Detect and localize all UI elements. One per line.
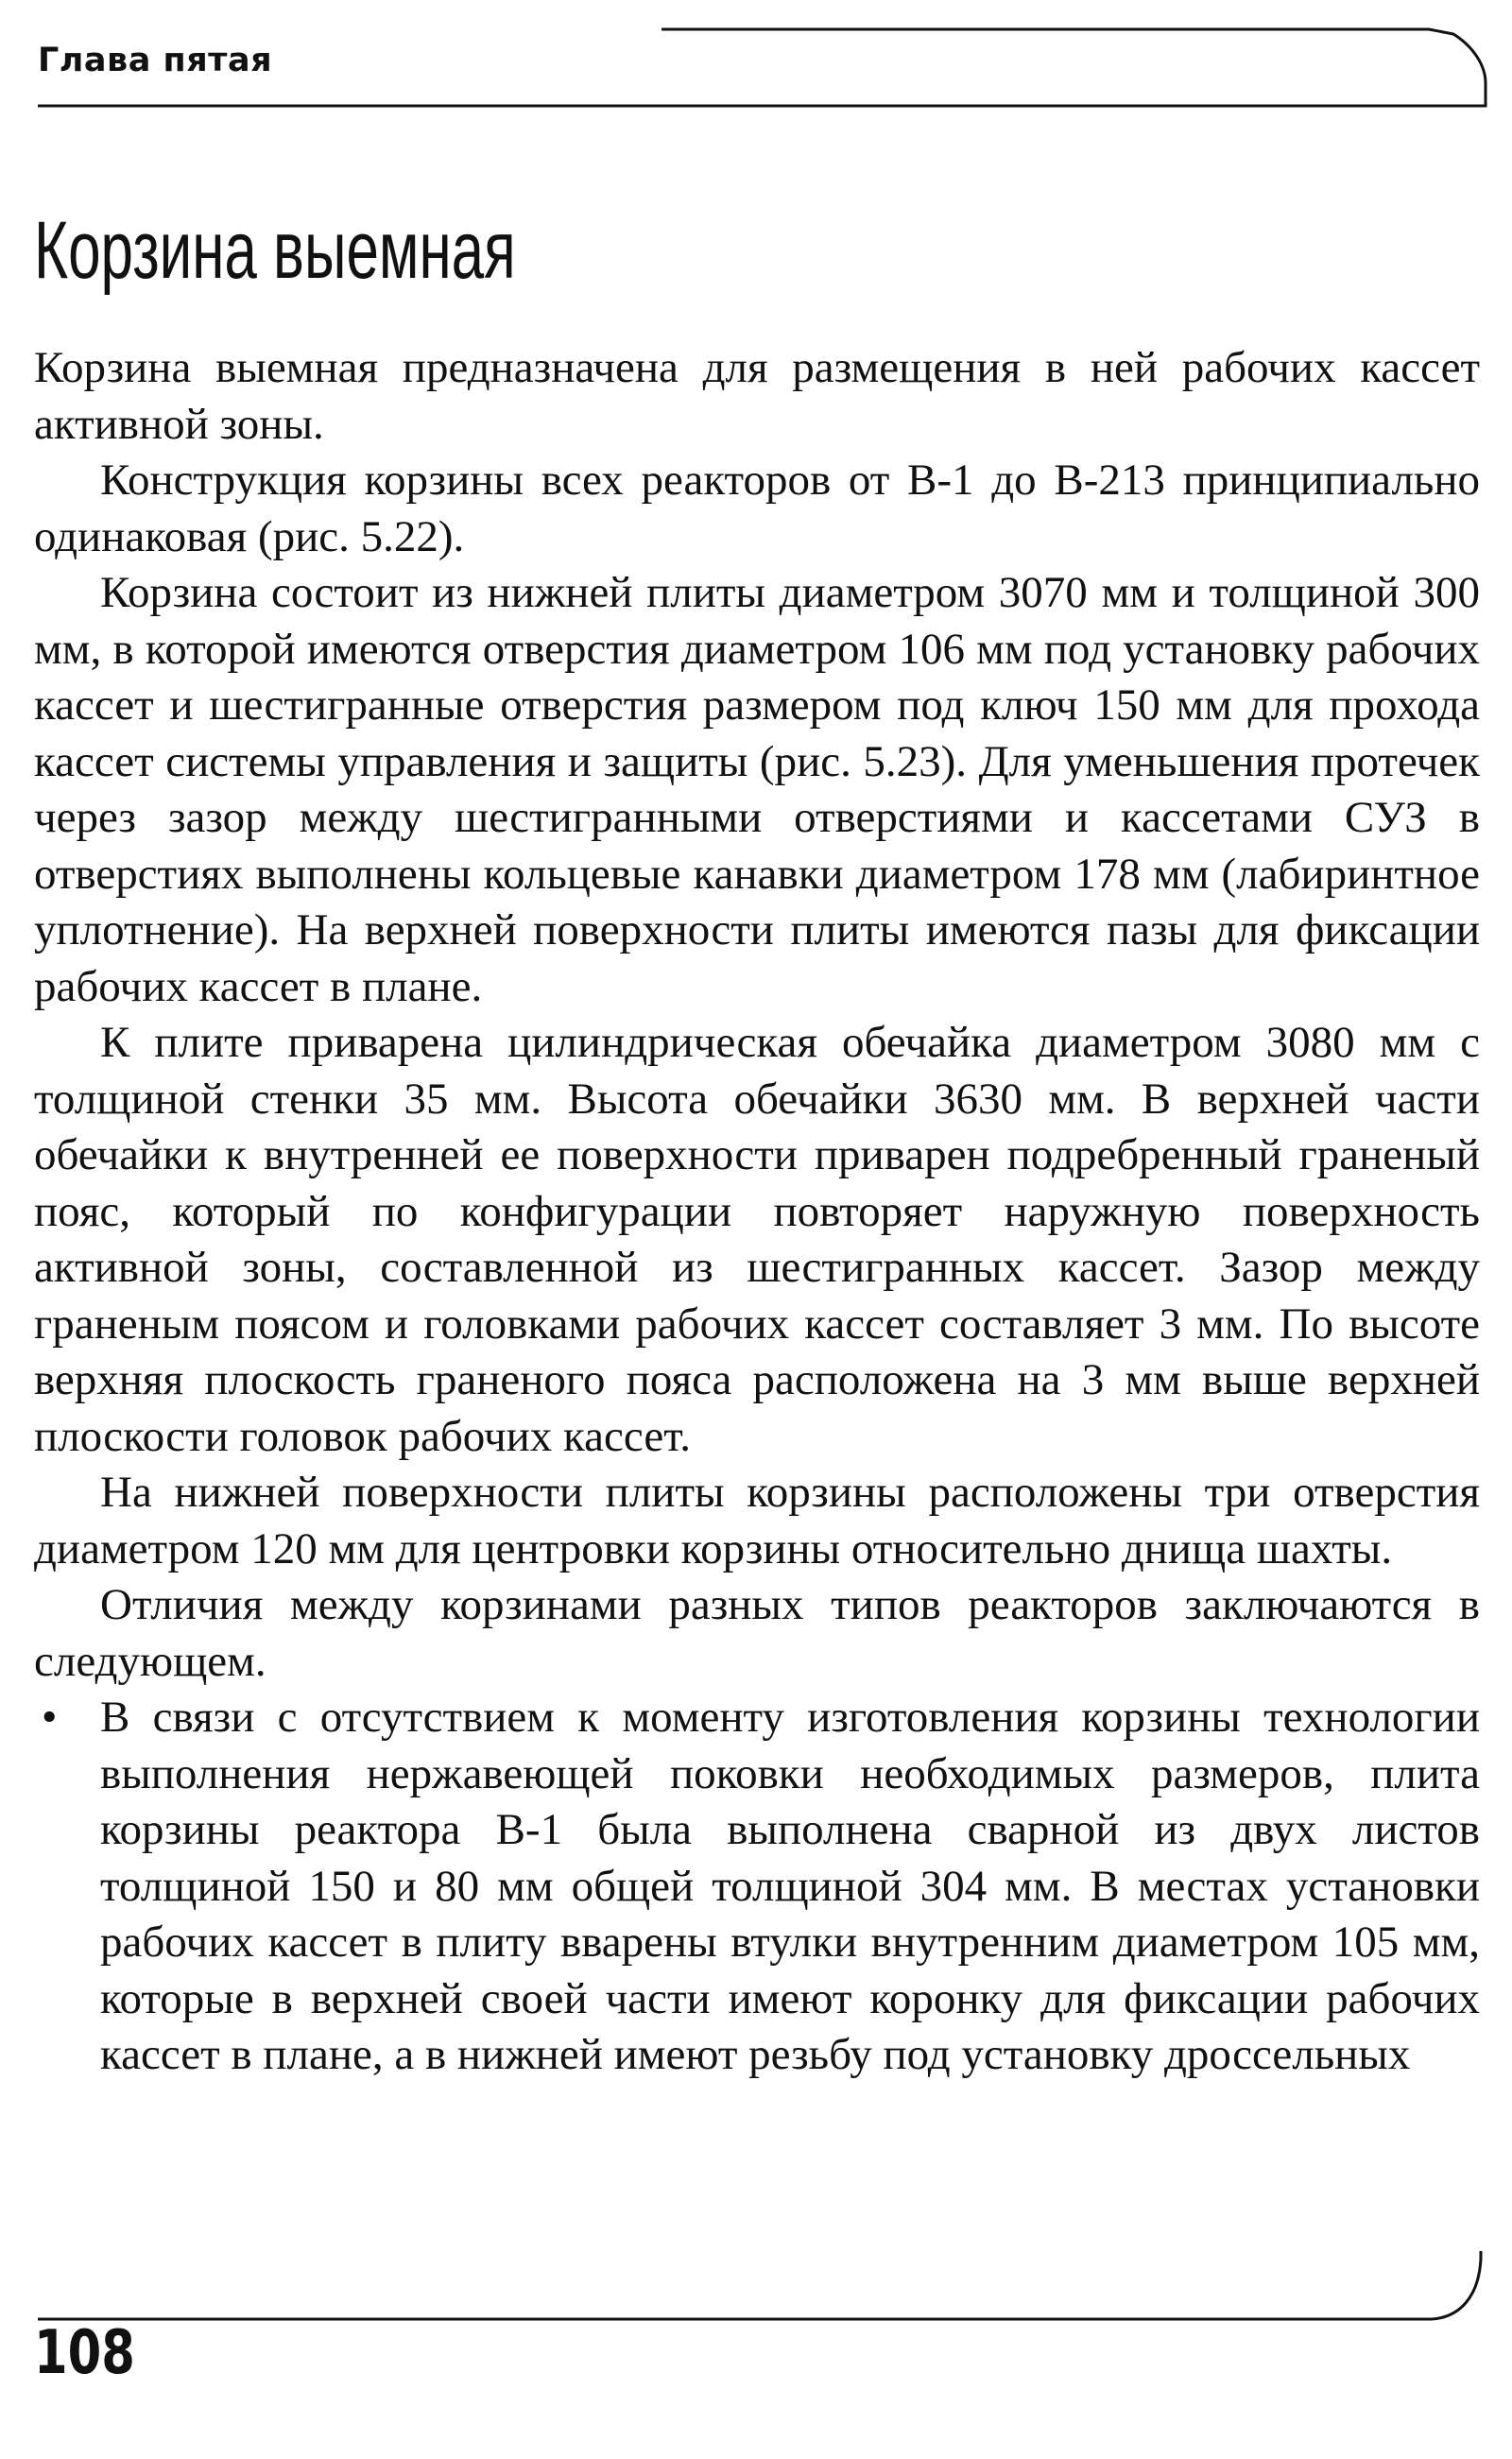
footer-rule [0, 2249, 1512, 2325]
paragraph: Корзина выемная предназначена для размещения в ней рабочих кассет активной зоны. [34, 343, 1480, 449]
bullet-text: В связи с отсутствием к моменту изготовления корзины технологии выполнения нержавеющей поковки необходимых размеров, плита корзины реактора В-1 была выполнена сварной из двух листов толщиной 150 и 80 мм общей толщиной 304 мм. В местах установки рабочих кассет в плиту вварены втулки внутренним диаметром 105 мм, которые в верхней своей части имеют коронку для фиксации рабочих кассет в плане, а в нижней имеют резьбу под установку дроссельных [100, 1693, 1480, 2079]
bullet-list-item [34, 1690, 1480, 2084]
paragraph: К плите приварена цилиндрическая обечайка диаметром 3080 мм с толщиной стенки 35 мм. Высота обечайки 3630 мм. В верхней части обечайки к внутренней ее поверхности приварен подребренный граненый пояс, который по конфигурации повторяет наружную поверхность активной зоны, составленной из шестигранных кассет. Зазор между граненым поясом и головками рабочих кассет составляет 3 мм. По высоте верхняя плоскость граненого пояса расположена на 3 мм выше верхней плоскости головок рабочих кассет. [34, 1018, 1480, 1461]
paragraph: На нижней поверхности плиты корзины расположены три отверстия диаметром 120 мм для центровки корзины относительно днища шахты. [34, 1468, 1480, 1573]
section-title: Корзина выемная [34, 205, 516, 296]
paragraph: Конструкция корзины всех реакторов от В-1 до В-213 принципиально одинаковая (рис. 5.22). [34, 456, 1480, 561]
running-header-chapter: Глава пятая [38, 42, 273, 79]
bullet-mark: • [42, 1693, 58, 1742]
body-text [34, 340, 1480, 2084]
paragraph: Отличия между корзинами разных типов реакторов заключаются в следующем. [34, 1580, 1480, 1686]
paragraph: Корзина состоит из нижней плиты диаметром 3070 мм и толщиной 300 мм, в которой имеются отверстия диаметром 106 мм под установку рабочих кассет и шестигранные отверстия размером под ключ 150 мм для прохода кассет системы управления и защиты (рис. 5.23). Для уменьшения протечек через зазор между шестигранными отверстиями и кассетами СУЗ в отверстиях выполнены кольцевые канавки диаметром 178 мм (лабиринтное уплотнение). На верхней поверхности плиты имеются пазы для фиксации рабочих кассет в плане. [34, 568, 1480, 1011]
page-number: 108 [34, 2318, 135, 2388]
